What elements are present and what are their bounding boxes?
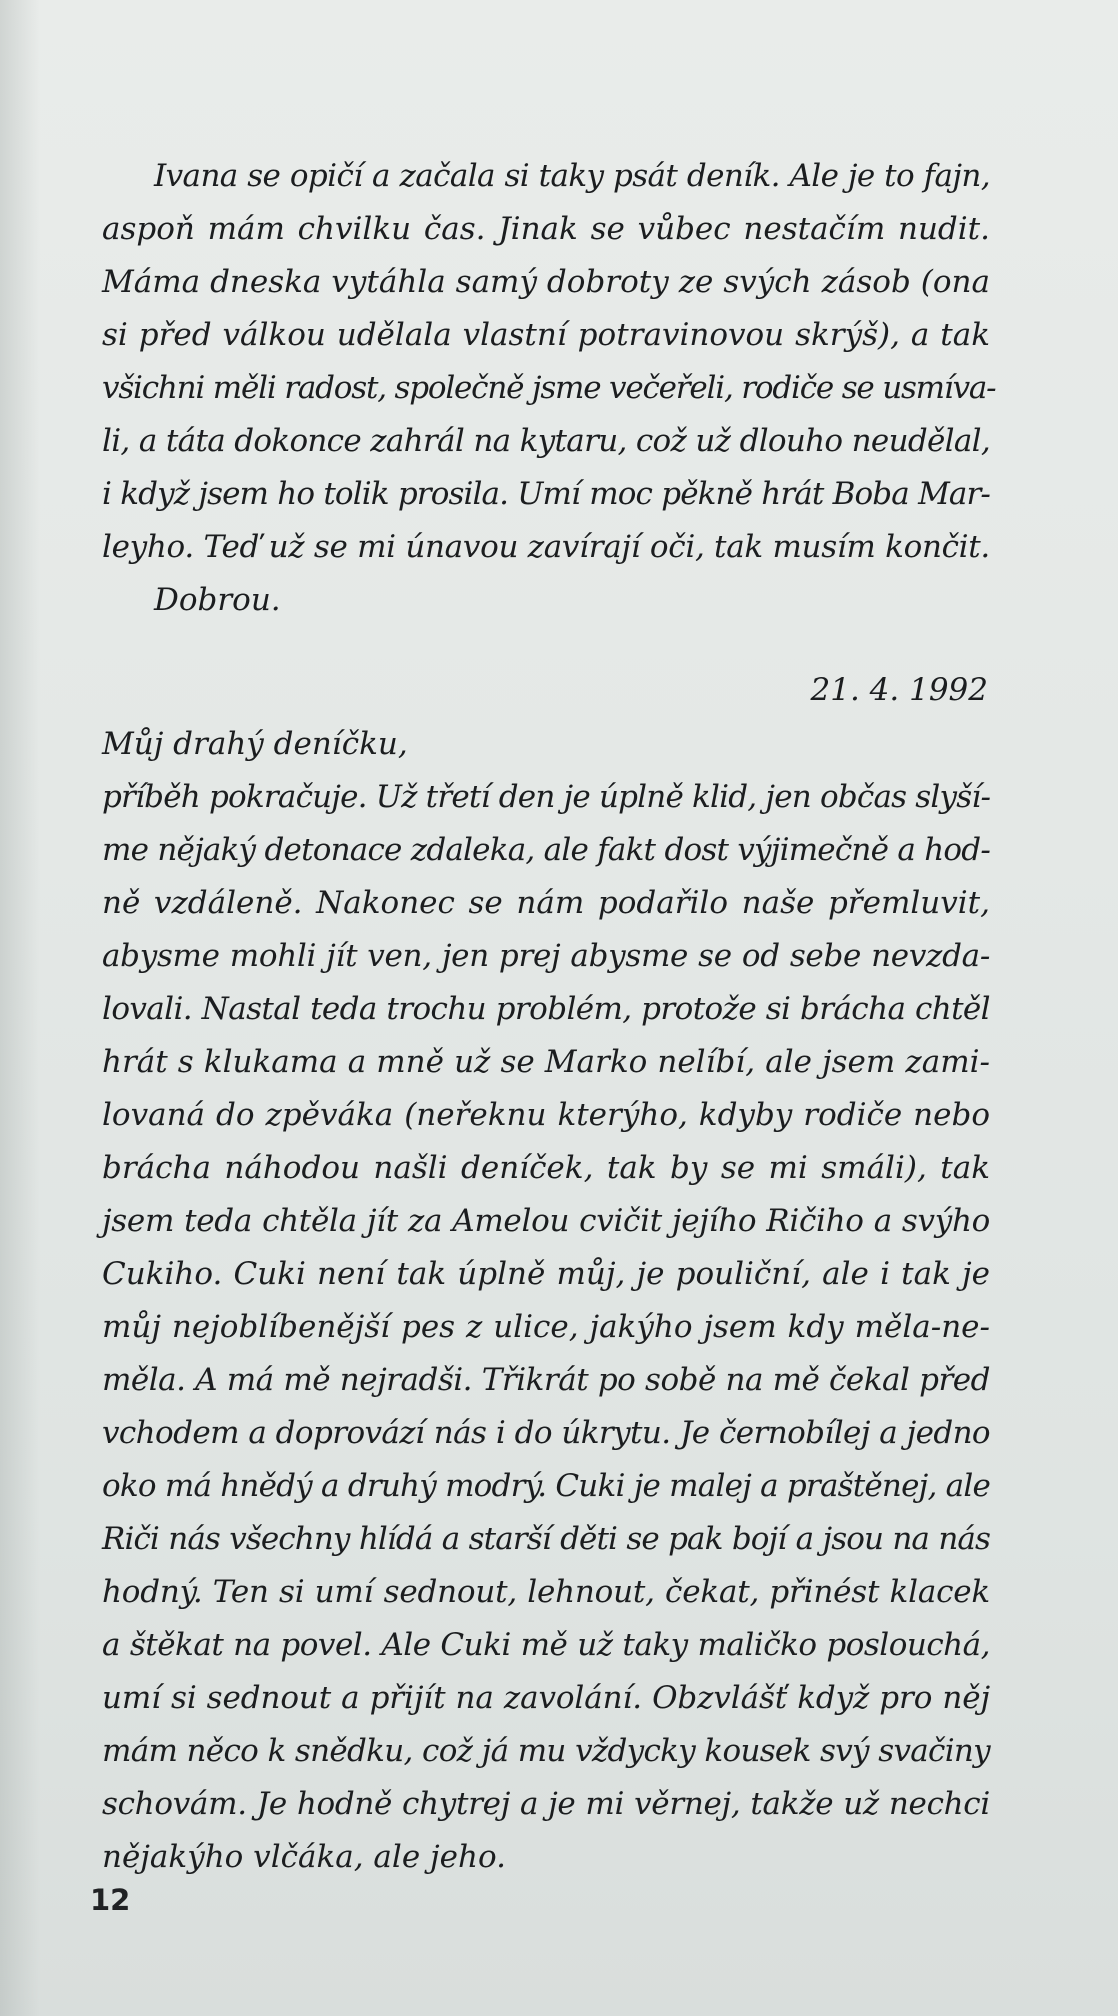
- text-line: nějakýho vlčáka, ale jeho.: [102, 1839, 506, 1875]
- text-line: a štěkat na povel. Ale Cuki mě už taky maličko poslouchá,: [102, 1627, 990, 1663]
- text-line: Máma dneska vytáhla samý dobroty ze svých zásob (ona: [102, 264, 990, 300]
- greeting: Můj drahý deníčku,: [102, 726, 408, 762]
- entry-date: 21. 4. 1992: [810, 672, 988, 708]
- text-line: ně vzdáleně. Nakonec se nám podařilo naše přemluvit,: [102, 885, 990, 921]
- text-line: Dobrou.: [154, 582, 281, 618]
- text-line: jsem teda chtěla jít za Amelou cvičit jejího Ričiho a svýho: [102, 1203, 990, 1239]
- paragraph-1: [102, 150, 996, 627]
- text-line: abysme mohli jít ven, jen prej abysme se od sebe nevzda-: [102, 938, 990, 974]
- text-line: brácha náhodou našli deníček, tak by se mi smáli), tak: [102, 1150, 990, 1186]
- text-line: leyho. Teď už se mi únavou zavírají oči, tak musím končit.: [102, 529, 990, 565]
- text-line: schovám. Je hodně chytrej a je mi věrnej, takže už nechci: [102, 1786, 990, 1822]
- text-line: můj nejoblíbenější pes z ulice, jakýho jsem kdy měla-ne-: [102, 1309, 990, 1345]
- text-line: si před válkou udělala vlastní potravinovou skrýš), a tak: [102, 317, 990, 353]
- text-line: lovaná do zpěváka (neřeknu kterýho, kdyby rodiče nebo: [102, 1097, 990, 1133]
- text-line: Cukiho. Cuki není tak úplně můj, je pouliční, ale i tak je: [102, 1256, 990, 1292]
- text-line: lovali. Nastal teda trochu problém, protože si brácha chtěl: [102, 991, 990, 1027]
- text-line: oko má hnědý a druhý modrý. Cuki je malej a praštěnej, ale: [102, 1468, 990, 1504]
- text-line: vchodem a doprovází nás i do úkrytu. Je černobílej a jedno: [102, 1415, 990, 1451]
- text-line: li, a táta dokonce zahrál na kytaru, což už dlouho neudělal,: [102, 423, 990, 459]
- page-number: 12: [90, 1883, 131, 1917]
- text-line: všichni měli radost, společně jsme večeřeli, rodiče se usmíva-: [102, 370, 996, 406]
- text-line: umí si sednout a přijít na zavolání. Obzvlášť když pro něj: [102, 1680, 990, 1716]
- paragraph-2: [102, 718, 990, 1884]
- text-line: měla. A má mě nejradši. Třikrát po sobě na mě čekal před: [102, 1362, 990, 1398]
- page-edge-shadow: [0, 0, 40, 2016]
- text-line: hrát s klukama a mně už se Marko nelíbí, ale jsem zami-: [102, 1044, 990, 1080]
- text-line: příběh pokračuje. Už třetí den je úplně klid, jen občas slyší-: [102, 779, 991, 815]
- text-line: mám něco k snědku, což já mu vždycky kousek svý svačiny: [102, 1733, 990, 1769]
- text-line: Ivana se opičí a začala si taky psát deník. Ale je to fajn,: [154, 158, 990, 194]
- text-line: me nějaký detonace zdaleka, ale fakt dost výjimečně a hod-: [102, 832, 990, 868]
- text-line: Riči nás všechny hlídá a starší děti se pak bojí a jsou na nás: [102, 1521, 990, 1557]
- text-line: aspoň mám chvilku čas. Jinak se vůbec nestačím nudit.: [102, 211, 990, 247]
- text-line: i když jsem ho tolik prosila. Umí moc pěkně hrát Boba Mar-: [102, 476, 990, 512]
- text-line: hodný. Ten si umí sednout, lehnout, čekat, přinést klacek: [102, 1574, 990, 1610]
